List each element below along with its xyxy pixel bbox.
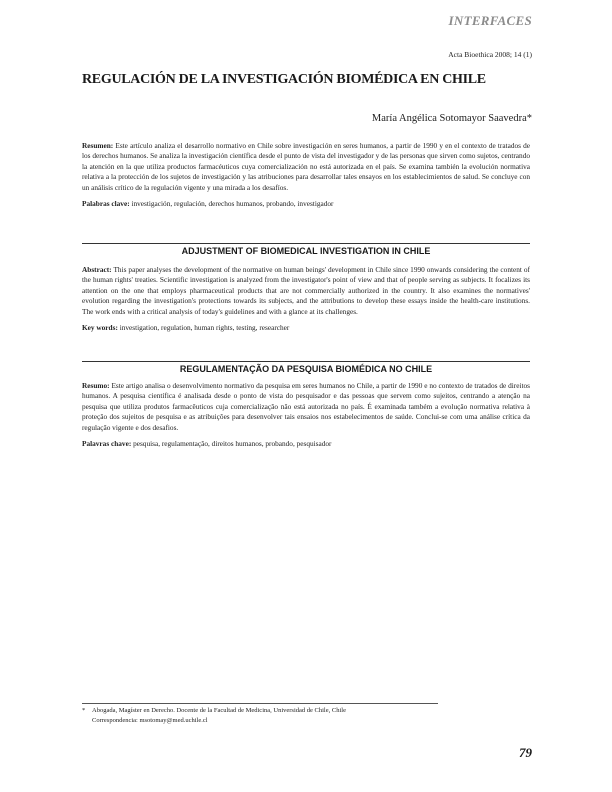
english-heading-block (82, 243, 530, 256)
portuguese-abstract-text: Este artigo analisa o desenvolvimento normativo da pesquisa em seres humanos no Chile, a partir de 1990 e no contexto de tratados de direitos humanos. A pesquisa científica é analisada desde o ponto de vista do pesquisador e das pessoas que servem como sujeitos, centrando a atenção na pesquisa que utiliza produtos farmacêuticos cuja comercialização não está autorizada no país. É examinada também a evolução normativa relativa à proteção dos sujeitos de pesquisa e as atribuições para desenvolver tais ensaios nos estabelecimentos de saúde. Conclui-se com uma análise crítica da regulação vigente e dos desafios. (82, 381, 530, 432)
english-keywords-text: investigation, regulation, human rights, testing, researcher (117, 323, 290, 333)
article-title: REGULACIÓN DE LA INVESTIGACIÓN BIOMÉDICA EN CHILE (82, 72, 486, 87)
spanish-abstract-label: Resumen: (82, 141, 114, 150)
footnote-rule (82, 703, 438, 704)
spanish-keywords-text: investigación, regulación, derechos humanos, probando, investigador (129, 199, 334, 209)
english-keywords (82, 323, 530, 333)
section-label: INTERFACES (448, 13, 532, 28)
author-name: María Angélica Sotomayor Saavedra* (371, 113, 532, 124)
footnote (82, 706, 530, 725)
journal-reference: Acta Bioethica 2008; 14 (1) (448, 50, 532, 59)
english-heading-rule (82, 243, 530, 244)
footnote-mark: * (82, 707, 86, 714)
portuguese-keywords-label: Palavras chave: (82, 439, 132, 449)
spanish-keywords (82, 199, 530, 209)
english-abstract (82, 265, 530, 333)
english-keywords-label: Key words: (82, 323, 118, 333)
portuguese-heading-block (82, 361, 530, 374)
page-number: 79 (519, 745, 532, 760)
portuguese-keywords (82, 439, 530, 449)
portuguese-abstract-label: Resumo: (82, 381, 110, 390)
english-heading: ADJUSTMENT OF BIOMEDICAL INVESTIGATION IN CHILE (181, 246, 431, 256)
english-abstract-paragraph (82, 265, 530, 317)
portuguese-abstract (82, 381, 530, 449)
english-abstract-text: This paper analyses the development of the normative on human beings' development in Chile since 1990 onwards considering the content of the human rights' treaties. Scientific investigation is analyzed from the investigator's point of view and that of people serving as subjects. It focalizes its attention on the one that employs pharmaceutical products that are not commercially authorized in the country. It also examines the normatives' evolution regarding the investigation's protections towards its subjects, and the attributions to develop these essays inside the health-care institutions. The work ends with a critical analysis of today's guidelines and with a glance at its challenges. (82, 265, 530, 316)
footnote-line-1 (82, 706, 530, 716)
portuguese-keywords-text: pesquisa, regulamentação, direitos humanos, probando, pesquisador (131, 439, 332, 449)
footnote-correspondence: Correspondencia: msotomay@med.uchile.cl (92, 716, 208, 724)
portuguese-heading: REGULAMENTAÇÃO DA PESQUISA BIOMÉDICA NO CHILE (179, 364, 433, 374)
portuguese-abstract-paragraph (82, 381, 530, 433)
spanish-keywords-label: Palabras clave: (82, 199, 130, 209)
english-abstract-label: Abstract: (82, 265, 112, 274)
spanish-abstract-paragraph (82, 141, 530, 193)
portuguese-heading-rule (82, 361, 530, 362)
footnote-affiliation: Abogada, Magíster en Derecho. Docente de la Facultad de Medicina, Universidad de Chile, Chile (92, 707, 346, 714)
spanish-abstract (82, 141, 530, 209)
spanish-abstract-text: Este artículo analiza el desarrollo normativo en Chile sobre investigación en seres humanos, a partir de 1990 y en el contexto de tratados de los derechos humanos. Se analiza la investigación científica desde el punto de vista del investigador y de las personas que sirven como sujetos, centrando la atención en la que utiliza productos farmacéuticos cuya comercialización no está autorizada en el país. Se examina también la evolución normativa relativa a la protección de los sujetos de investigación y las atribuciones para desarrollar tales ensayos en los establecimientos de salud. Se concluye con un análisis crítico de la regulación vigente y una mirada a los desafíos. (82, 141, 530, 192)
